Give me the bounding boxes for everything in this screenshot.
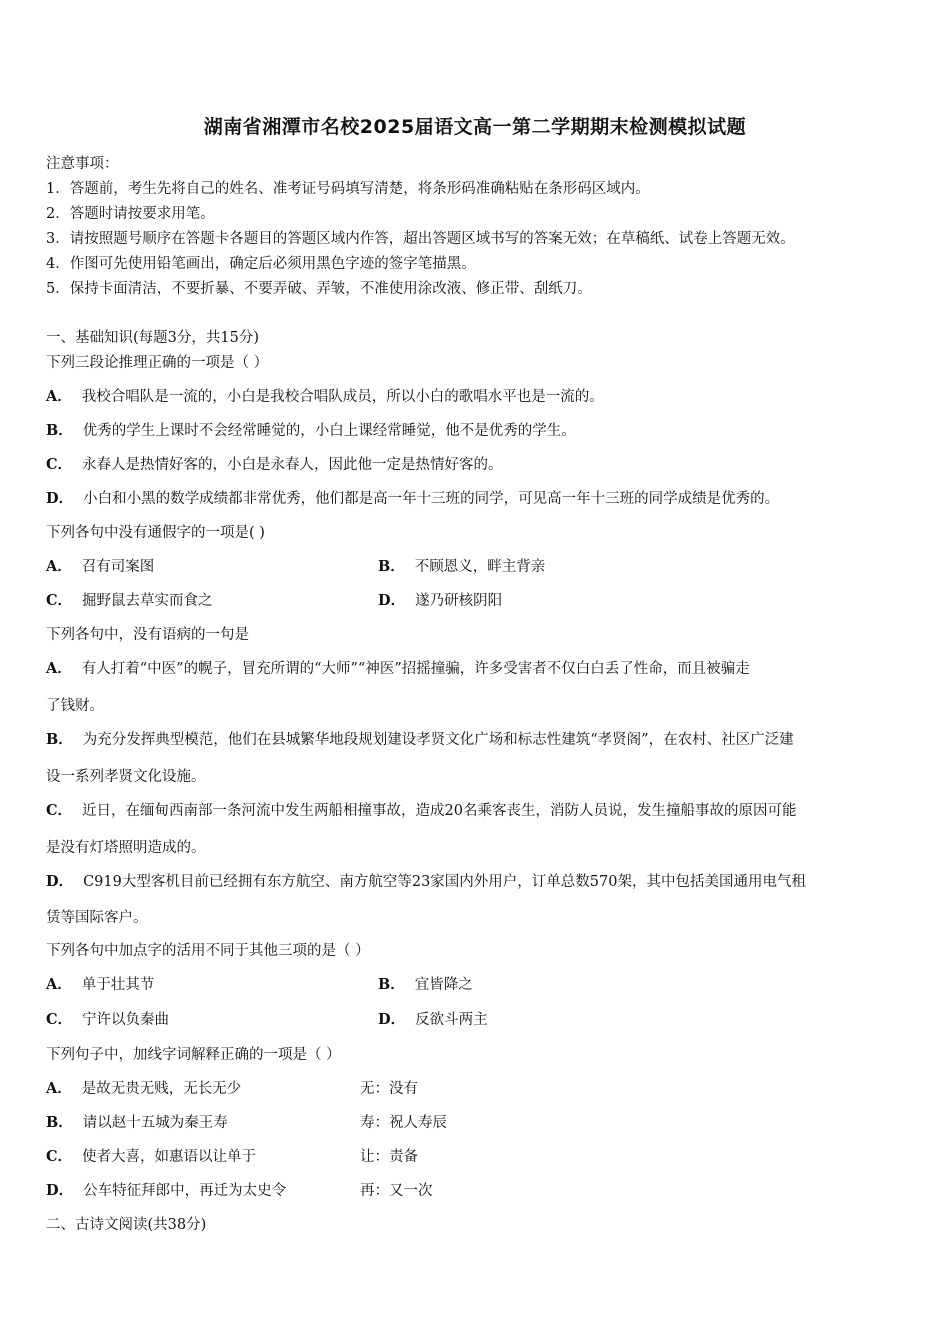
q1-stem: 下列三段论推理正确的一项是（ ） [46,355,269,371]
q3-option-b-cont: 设一系列孝贤文化设施。 [46,769,206,785]
q5-option-a[interactable]: A． 是故无贵无贱，无长无少 [46,1080,242,1097]
q3-option-b[interactable]: B． 为充分发挥典型模范，他们在县城繁华地段规划建设孝贤文化广场和标志性建筑“孝贤阁”，在农村、社区广泛建 [46,731,794,748]
q3-option-c-cont: 是没有灯塔照明造成的。 [46,840,206,856]
notice-item-3: 3．请按照题号顺序在答题卡各题目的答题区域内作答，超出答题区域书写的答案无效；在草稿纸、试卷上答题无效。 [46,231,795,247]
q2-stem: 下列各句中没有通假字的一项是( ) [46,525,265,541]
q1-option-a[interactable]: A． 我校合唱队是一流的，小白是我校合唱队成员，所以小白的歌唱水平也是一流的。 [46,388,604,405]
notice-item-5: 5．保持卡面清洁，不要折暴、不要弄破、弄皱，不准使用涂改液、修正带、刮纸刀。 [46,281,592,297]
notice-item-4: 4．作图可先使用铅笔画出，确定后必须用黑色字迹的签字笔描黑。 [46,256,476,272]
q5-gloss-d: 再：又一次 [360,1183,433,1199]
notice-item-1: 1．答题前，考生先将自己的姓名、准考证号码填写清楚，将条形码准确粘贴在条形码区域内。 [46,181,650,197]
notice-item-2: 2．答题时请按要求用笔。 [46,206,215,222]
q3-option-a-cont: 了钱财。 [46,698,104,714]
q3-option-d[interactable]: D． C919大型客机目前已经拥有东方航空、南方航空等23家国内外用户，订单总数570架，其中包括美国通用电气租 [46,873,806,890]
q5-option-c[interactable]: C． 使者大喜，如惠语以让单于 [46,1148,257,1165]
q5-gloss-a: 无：没有 [360,1081,418,1097]
q4-option-c[interactable]: C． 宁许以负秦曲 [46,1011,170,1028]
q4-option-b[interactable]: B． 宜皆降之 [378,976,473,993]
q1-option-c[interactable]: C． 永春人是热情好客的，小白是永春人，因此他一定是热情好客的。 [46,456,503,473]
q3-stem: 下列各句中，没有语病的一句是 [46,627,249,643]
q4-stem: 下列各句中加点字的活用不同于其他三项的是（ ） [46,943,370,959]
q5-gloss-c: 让：责备 [360,1149,418,1165]
q1-option-d[interactable]: D． 小白和小黑的数学成绩都非常优秀，他们都是高一年十三班的同学，可见高一年十三班的同学成绩是优秀的。 [46,490,780,507]
q2-option-a[interactable]: A． 召有司案图 [46,558,155,575]
q3-option-c[interactable]: C． 近日，在缅甸西南部一条河流中发生两船相撞事故，造成20名乘客丧生，消防人员说，发生撞船事故的原因可能 [46,802,797,819]
q4-option-a[interactable]: A． 单于壮其节 [46,976,155,993]
section-2-heading: 二、古诗文阅读(共38分) [46,1217,207,1233]
q4-option-d[interactable]: D． 反欲斗两主 [378,1011,488,1028]
page-title: 湖南省湘潭市名校2025届语文高一第二学期期末检测模拟试题 [203,116,747,138]
q2-option-c[interactable]: C． 掘野鼠去草实而食之 [46,592,213,609]
notice-heading: 注意事项： [46,156,119,172]
q5-gloss-b: 寿：祝人寿辰 [360,1115,447,1131]
q2-option-b[interactable]: B． 不顾恩义，畔主背亲 [378,558,546,575]
q5-stem: 下列句子中，加线字词解释正确的一项是（ ） [46,1047,341,1063]
section-1-heading: 一、基础知识(每题3分，共15分) [46,330,259,346]
q1-option-b[interactable]: B． 优秀的学生上课时不会经常睡觉的，小白上课经常睡觉，他不是优秀的学生。 [46,422,576,439]
q5-option-b[interactable]: B． 请以赵十五城为秦王寿 [46,1114,228,1131]
q5-option-d[interactable]: D． 公车特征拜郎中，再迁为太史令 [46,1182,287,1199]
q2-option-d[interactable]: D． 遂乃研核阴阳 [378,592,503,609]
q3-option-a[interactable]: A． 有人打着“中医”的幌子，冒充所谓的“大师”“神医”招摇撞骗，许多受害者不仅白白丢了性命，而且被骗走 [46,660,750,677]
q3-option-d-cont: 赁等国际客户。 [46,910,148,926]
